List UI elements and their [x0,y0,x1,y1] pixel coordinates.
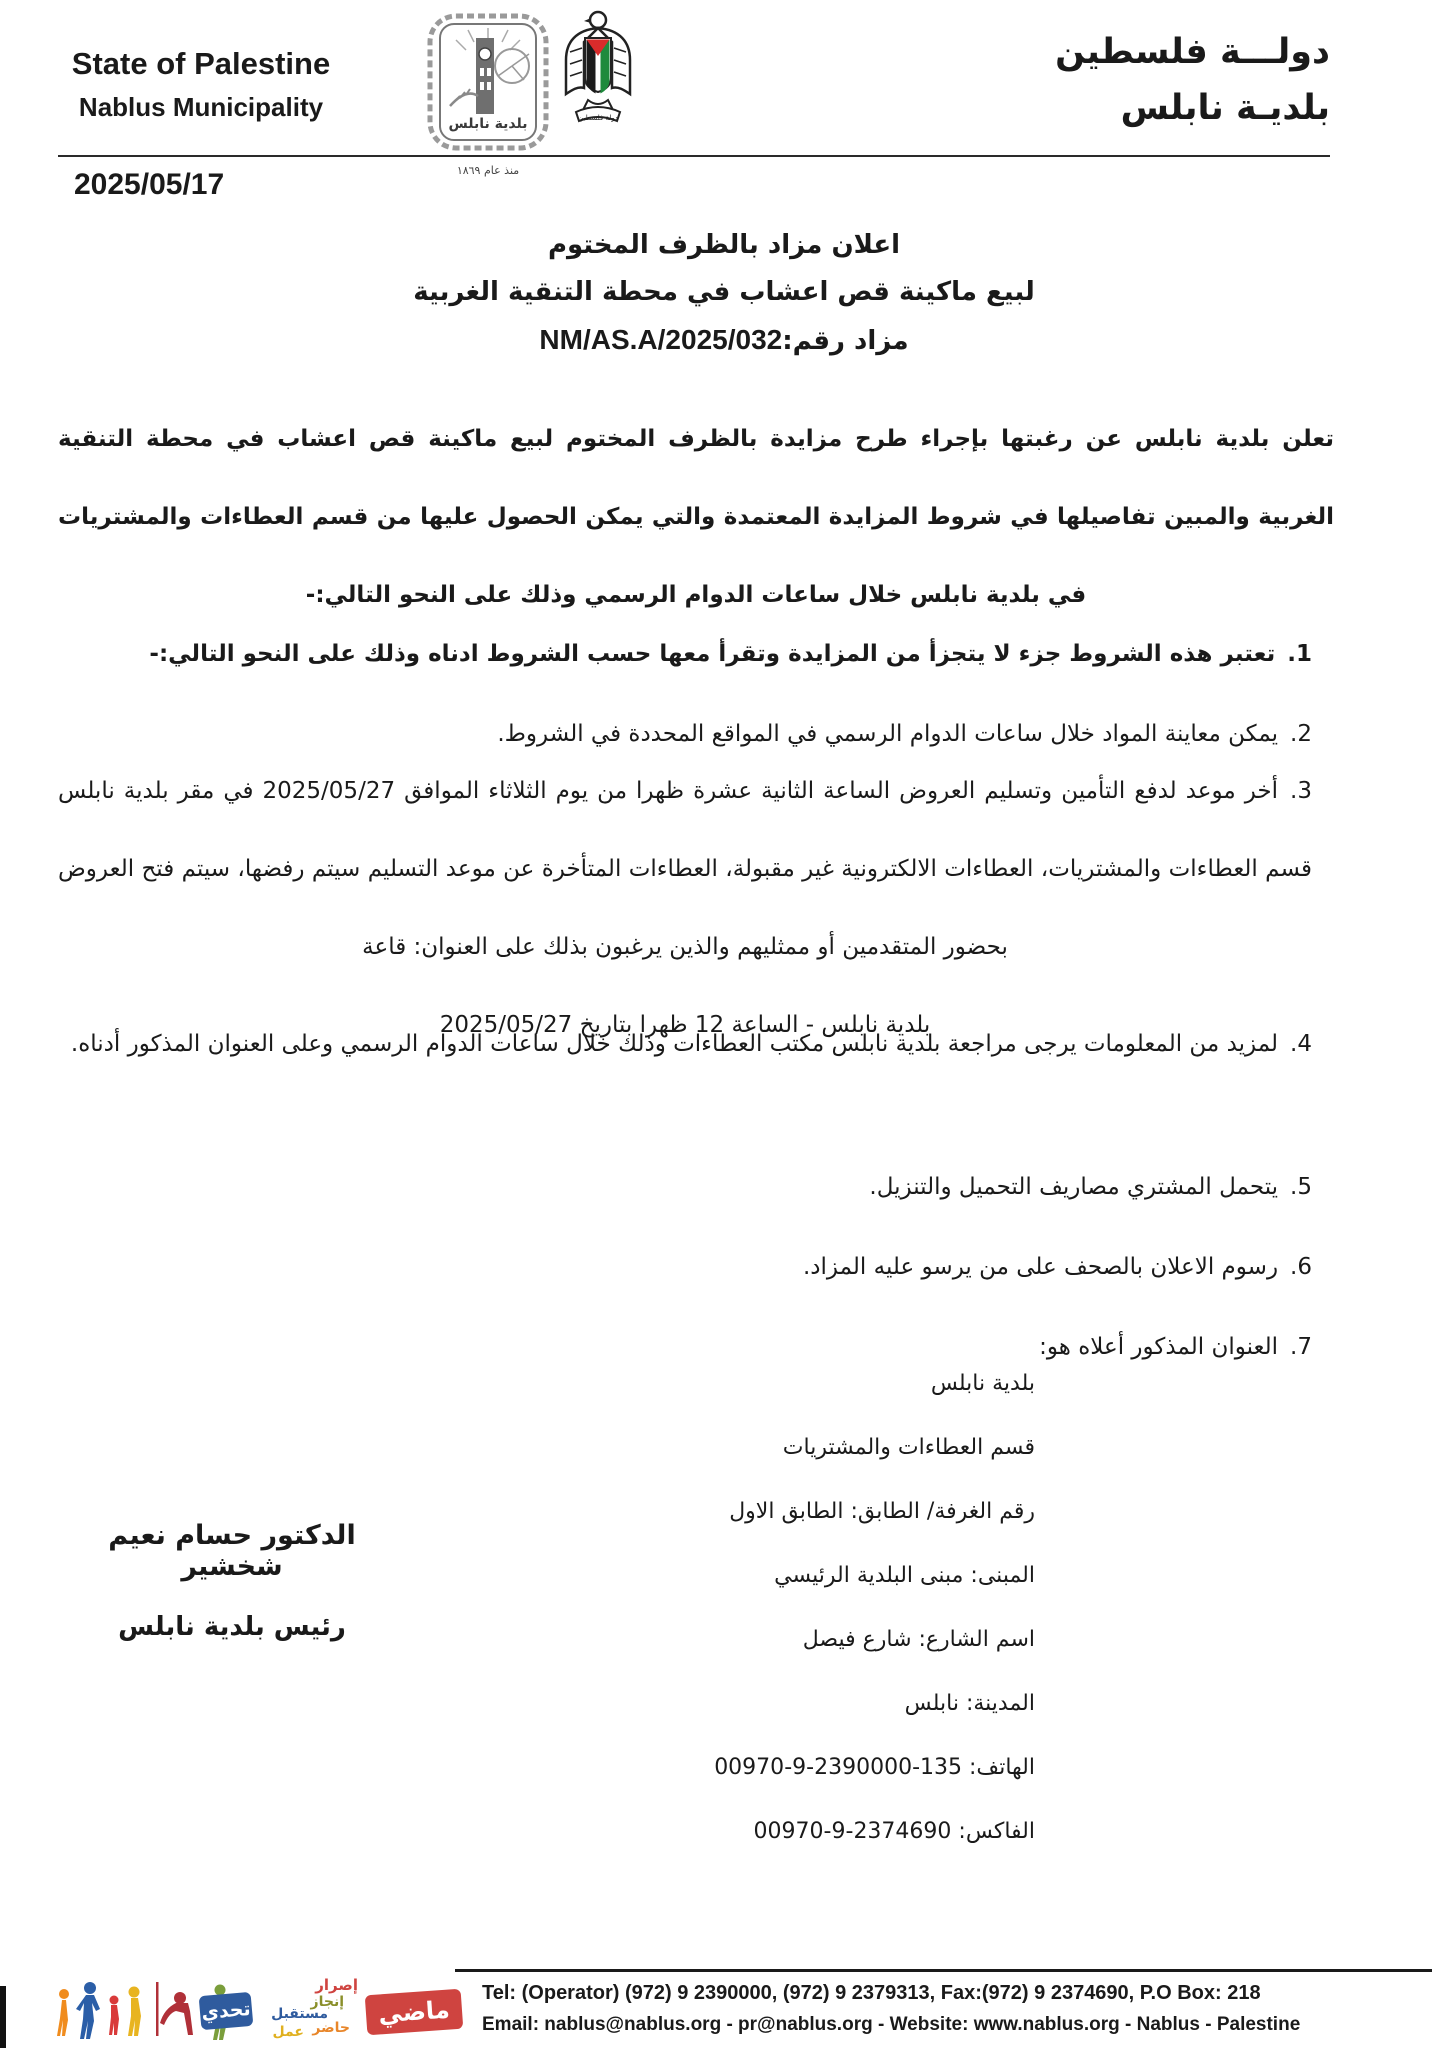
address-city: المدينة: نابلس [904,1691,1035,1716]
address-street: اسم الشارع: شارع فيصل [802,1627,1035,1652]
svg-text:بلدية نابلس: بلدية نابلس [448,116,528,132]
header-arabic [1055,24,1330,136]
slogan-future: مستقبل [271,2006,328,2022]
footer-divider [455,1969,1432,1972]
palestine-eagle-icon [558,8,638,134]
title-line2: لبيع ماكينة قص اعشاب في محطة التنقية الغربية [413,277,1035,307]
municipality-title: Nablus Municipality [78,92,324,122]
address-municipality: بلدية نابلس [930,1371,1035,1396]
svg-text:دولة فلسطين: دولة فلسطين [578,114,618,122]
header-divider [58,155,1330,157]
slogan-present: حاضر [312,2020,350,2036]
state-title-arabic: دولـــة فلسطين [1055,32,1330,72]
condition-7 [58,1308,1334,1386]
intro-paragraph: تعلن بلدية نابلس عن رغبتها بإجراء طرح مزايدة بالظرف المختوم لبيع ماكينة قص اعشاب في محطة التنقية الغربية والمبين تفاصيلها في شروط المزايدة المعتمدة والتي يمكن الحصول عليها من قسم العطاءات والمشتريات في بلدية نابلس خلال ساعات الدوام الرسمي وذلك على النحو التالي:- [58,426,1334,608]
header-english [70,46,332,123]
footer-email-line: Email: nablus@nablus.org - pr@nablus.org - Website: www.nablus.org - Nablus - Palestine [482,2014,1301,2035]
state-title: State of Palestine [71,46,331,81]
opening-location-line: بلدية نابلس - الساعة 12 ظهرا بتاريخ 2025/05/27 [439,1012,931,1038]
item-text: تعتبر هذه الشروط جزء لا يتجزأ من المزايدة وتقرأ معها حسب الشروط ادناه وذلك على النحو التالي:- [149,641,1276,667]
document-date: 2025/05/17 [74,168,225,201]
page-edge-mark [0,1986,6,2048]
address-block [714,1352,1035,1864]
mayor-name: الدكتور حسام نعيم شخشير [108,1520,356,1582]
slogan-achievement: إنجاز [310,1994,344,2010]
item-text: 3.أخر موعد لدفع التأمين وتسليم العروض الساعة الثانية عشرة ظهرا من يوم الثلاثاء الموافق 2025/05/27 في مقر بلدية نابلس قسم العطاءات والمشتريات، العطاءات الالكترونية غير مقبولة، العطاءات المتأخرة عن موعد التسليم سيتم رفضها، سيتم فتح العروض بحضور المتقدمين أو ممثليهم والذين يرغبون بذلك على العنوان: قاعة [58,778,1312,960]
item-text: لمزيد من المعلومات يرجى مراجعة بلدية نابلس مكتب العطاءات وذلك خلال ساعات الدوام الرسمي وعلى العنوان المذكور أدناه. [70,1031,1279,1057]
municipal-seal [420,10,556,177]
address-phone: الهاتف: 135-2390000-9-00970 [714,1755,1035,1780]
municipality-title-arabic: بلديـة نابلس [1120,88,1330,128]
condition-4 [58,1005,1334,1083]
item-number: 3. [1290,778,1312,804]
item-text: يمكن معاينة المواد خلال ساعات الدوام الرسمي في المواقع المحددة في الشروط. [497,721,1279,747]
item-number: 6. [1290,1254,1312,1280]
municipality-slogan-logo [52,1978,462,2044]
condition-5 [58,1148,1334,1226]
address-floor: رقم الغرفة/ الطابق: الطابق الاول [729,1499,1035,1524]
item-text: يتحمل المشتري مصاريف التحميل والتنزيل. [869,1174,1279,1200]
item-number: 5. [1290,1174,1312,1200]
slogan-past: ماضي [365,1989,464,2036]
item-number: 2. [1290,721,1312,747]
condition-1 [58,615,1334,693]
signature-block [92,1520,372,1642]
seal-caption: منذ عام ١٨٦٩ [456,164,520,177]
municipal-seal-icon [420,10,556,158]
address-department: قسم العطاءات والمشتريات [782,1435,1035,1460]
auction-number: NM/AS.A/2025/032 [539,324,783,355]
mayor-title: رئيس بلدية نابلس [118,1612,346,1642]
condition-6 [58,1228,1334,1306]
footer-contact-line: Tel: (Operator) (972) 9 2390000, (972) 9 2379313, Fax:(972) 9 2374690, P.O Box: 218 [482,1982,1261,2004]
slogan-work: عمل [272,2024,304,2040]
palestine-emblem [558,8,638,138]
address-building: المبنى: مبنى البلدية الرئيسي [774,1563,1035,1588]
title-line3: مزاد رقم:NM/AS.A/2025/032 [539,324,909,356]
item-number: 1. [1287,641,1312,667]
item-number: 7. [1290,1334,1312,1360]
item-number: 4. [1290,1031,1312,1057]
address-fax: الفاكس: 2374690-9-00970 [753,1819,1035,1844]
item-text: العنوان المذكور أعلاه هو: [1039,1334,1279,1360]
slogan-challenge: تحدي [199,1992,254,2030]
announcement-title [0,222,1448,365]
title-line1: اعلان مزاد بالظرف المختوم [547,230,901,260]
item-text: رسوم الاعلان بالصحف على من يرسو عليه المزاد. [802,1254,1279,1280]
slogan-determination: إصرار [315,1976,358,1994]
